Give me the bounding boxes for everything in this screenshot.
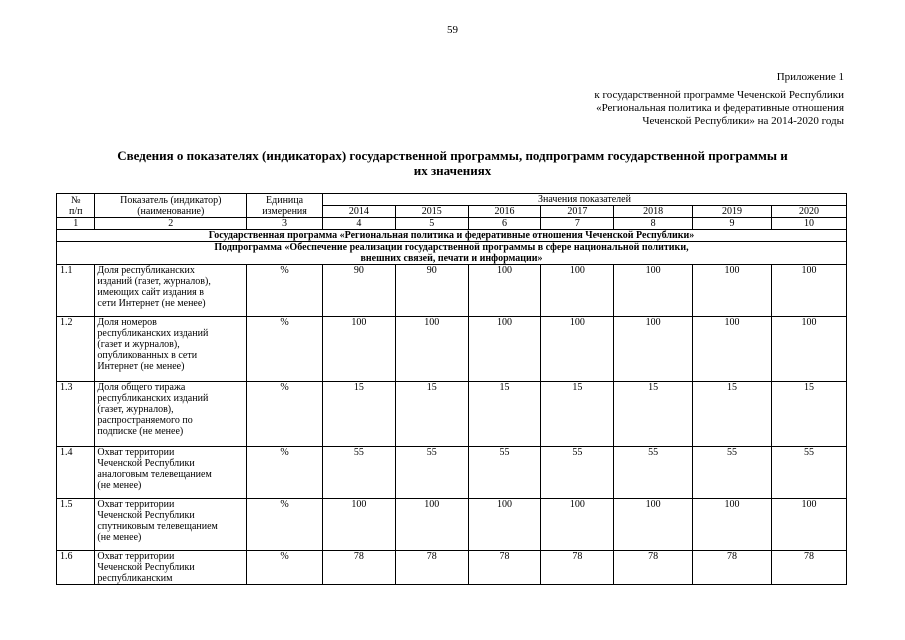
column-number: 9: [693, 218, 772, 230]
row-number: 1.6: [57, 551, 95, 585]
indicator-line: сети Интернет (не менее): [97, 298, 206, 309]
value-cell: 100: [693, 317, 772, 382]
header-unit-line: Единица: [266, 194, 304, 206]
value-cell: 100: [772, 265, 847, 317]
indicator-name: [95, 382, 247, 447]
value-cell: 15: [614, 382, 693, 447]
value-cell: 100: [468, 317, 541, 382]
appendix-line: Чеченской Республики» на 2014-2020 годы: [642, 115, 844, 127]
data-rows: [57, 265, 847, 585]
appendix-title: Приложение 1: [776, 71, 844, 83]
column-number: 4: [322, 218, 395, 230]
indicator-name: [95, 551, 247, 585]
indicator-line: республиканских изданий: [97, 393, 209, 404]
value-cell: 15: [693, 382, 772, 447]
column-number: 5: [395, 218, 468, 230]
unit-cell: %: [247, 382, 323, 447]
indicator-line: (газет и журналов),: [97, 339, 180, 350]
value-cell: 100: [614, 499, 693, 551]
value-cell: 100: [395, 499, 468, 551]
subprogram-title: [57, 242, 847, 265]
table-row: [57, 265, 847, 317]
unit-cell: %: [247, 265, 323, 317]
title-line: Сведения о показателях (индикаторах) государственной программы, подпрограмм государственной программы и: [117, 148, 788, 163]
value-cell: 15: [772, 382, 847, 447]
title-line: их значениях: [413, 163, 492, 178]
value-cell: 100: [772, 499, 847, 551]
column-number: 6: [468, 218, 541, 230]
header-indicator-line: (наименование): [137, 205, 205, 217]
table-row: [57, 447, 847, 499]
program-row: [57, 230, 847, 242]
indicator-line: республиканских изданий: [97, 328, 209, 339]
indicator-line: Охват территории: [97, 499, 175, 510]
value-cell: 55: [468, 447, 541, 499]
value-cell: 100: [541, 317, 614, 382]
table-row: [57, 551, 847, 585]
value-cell: 15: [541, 382, 614, 447]
indicator-line: Чеченской Республики: [97, 510, 195, 521]
value-cell: 78: [395, 551, 468, 585]
header-year: 2016: [468, 206, 541, 218]
indicator-line: Чеченской Республики: [97, 562, 195, 573]
column-number: 2: [95, 218, 247, 230]
table-row: [57, 317, 847, 382]
indicator-line: спутниковым телевещанием: [97, 521, 218, 532]
header-indicator: [95, 194, 247, 218]
header-year: 2014: [322, 206, 395, 218]
subprogram-row: [57, 242, 847, 265]
unit-cell: %: [247, 317, 323, 382]
value-cell: 15: [468, 382, 541, 447]
header-row-1: [57, 194, 847, 206]
value-cell: 100: [614, 265, 693, 317]
table-row: [57, 499, 847, 551]
indicator-line: аналоговым телевещанием: [97, 469, 212, 480]
value-cell: 100: [322, 317, 395, 382]
header-unit-line: измерения: [262, 205, 307, 217]
value-cell: 100: [541, 499, 614, 551]
row-number: 1.3: [57, 382, 95, 447]
indicator-line: Чеченской Республики: [97, 458, 195, 469]
value-cell: 78: [541, 551, 614, 585]
indicator-line: распространяемого по: [97, 415, 193, 426]
value-cell: 55: [614, 447, 693, 499]
unit-cell: %: [247, 447, 323, 499]
value-cell: 78: [772, 551, 847, 585]
value-cell: 90: [395, 265, 468, 317]
header-num-line: №: [70, 194, 81, 206]
row-number: 1.1: [57, 265, 95, 317]
indicator-line: Доля республиканских: [97, 265, 195, 276]
header-indicator-line: Показатель (индикатор): [120, 194, 222, 206]
indicator-name: [95, 265, 247, 317]
indicator-line: подписке (не менее): [97, 426, 184, 437]
indicator-name: [95, 499, 247, 551]
indicator-line: Охват территории: [97, 447, 175, 458]
indicator-line: Доля общего тиража: [97, 382, 186, 393]
appendix-line: «Региональная политика и федеративные отношения: [596, 102, 844, 114]
unit-cell: %: [247, 499, 323, 551]
header-year: 2020: [772, 206, 847, 218]
header-num: [57, 194, 95, 218]
appendix-line: к государственной программе Чеченской Республики: [594, 89, 844, 101]
row-number: 1.5: [57, 499, 95, 551]
column-number: 8: [614, 218, 693, 230]
header-unit: [247, 194, 323, 218]
value-cell: 100: [541, 265, 614, 317]
value-cell: 90: [322, 265, 395, 317]
header-year: 2017: [541, 206, 614, 218]
indicator-line: опубликованных в сети: [97, 350, 198, 361]
table-row: [57, 382, 847, 447]
value-cell: 100: [693, 265, 772, 317]
appendix-lines: [594, 89, 844, 128]
indicator-line: (не менее): [97, 532, 142, 543]
value-cell: 78: [322, 551, 395, 585]
value-cell: 78: [468, 551, 541, 585]
header-year: 2015: [395, 206, 468, 218]
column-number: 3: [247, 218, 323, 230]
unit-cell: %: [247, 551, 323, 585]
value-cell: 55: [322, 447, 395, 499]
indicator-line: Охват территории: [97, 551, 175, 562]
value-cell: 100: [322, 499, 395, 551]
indicator-line: имеющих сайт издания в: [97, 287, 204, 298]
column-numbers-row: [57, 218, 847, 230]
value-cell: 100: [614, 317, 693, 382]
value-cell: 55: [395, 447, 468, 499]
indicator-line: Доля номеров: [97, 317, 157, 328]
value-cell: 100: [772, 317, 847, 382]
value-cell: 78: [614, 551, 693, 585]
indicators-table: [56, 193, 847, 585]
indicator-name: [95, 447, 247, 499]
indicator-line: изданий (газет, журналов),: [97, 276, 211, 287]
program-title: Государственная программа «Региональная политика и федеративные отношения Чеченской Республики»: [57, 230, 847, 242]
value-cell: 78: [693, 551, 772, 585]
page-number: 59: [447, 24, 458, 36]
indicator-line: (не менее): [97, 480, 142, 491]
header-year: 2019: [693, 206, 772, 218]
document-title: [60, 148, 845, 178]
header-values-group: Значения показателей: [322, 194, 846, 206]
header-year: 2018: [614, 206, 693, 218]
column-number: 10: [772, 218, 847, 230]
value-cell: 55: [772, 447, 847, 499]
value-cell: 100: [468, 499, 541, 551]
row-number: 1.2: [57, 317, 95, 382]
indicator-line: (газет, журналов),: [97, 404, 174, 415]
row-number: 1.4: [57, 447, 95, 499]
value-cell: 100: [468, 265, 541, 317]
indicator-name: [95, 317, 247, 382]
indicator-line: республиканским: [97, 573, 173, 584]
value-cell: 100: [693, 499, 772, 551]
value-cell: 15: [322, 382, 395, 447]
subprogram-title-line: Подпрограмма «Обеспечение реализации государственной программы в сфере национальной политики,: [214, 242, 689, 253]
value-cell: 100: [395, 317, 468, 382]
header-num-line: п/п: [68, 205, 83, 217]
indicator-line: Интернет (не менее): [97, 361, 185, 372]
value-cell: 55: [693, 447, 772, 499]
value-cell: 55: [541, 447, 614, 499]
value-cell: 15: [395, 382, 468, 447]
column-number: 7: [541, 218, 614, 230]
column-number: 1: [57, 218, 95, 230]
subprogram-title-line: внешних связей, печати и информации»: [360, 253, 543, 264]
